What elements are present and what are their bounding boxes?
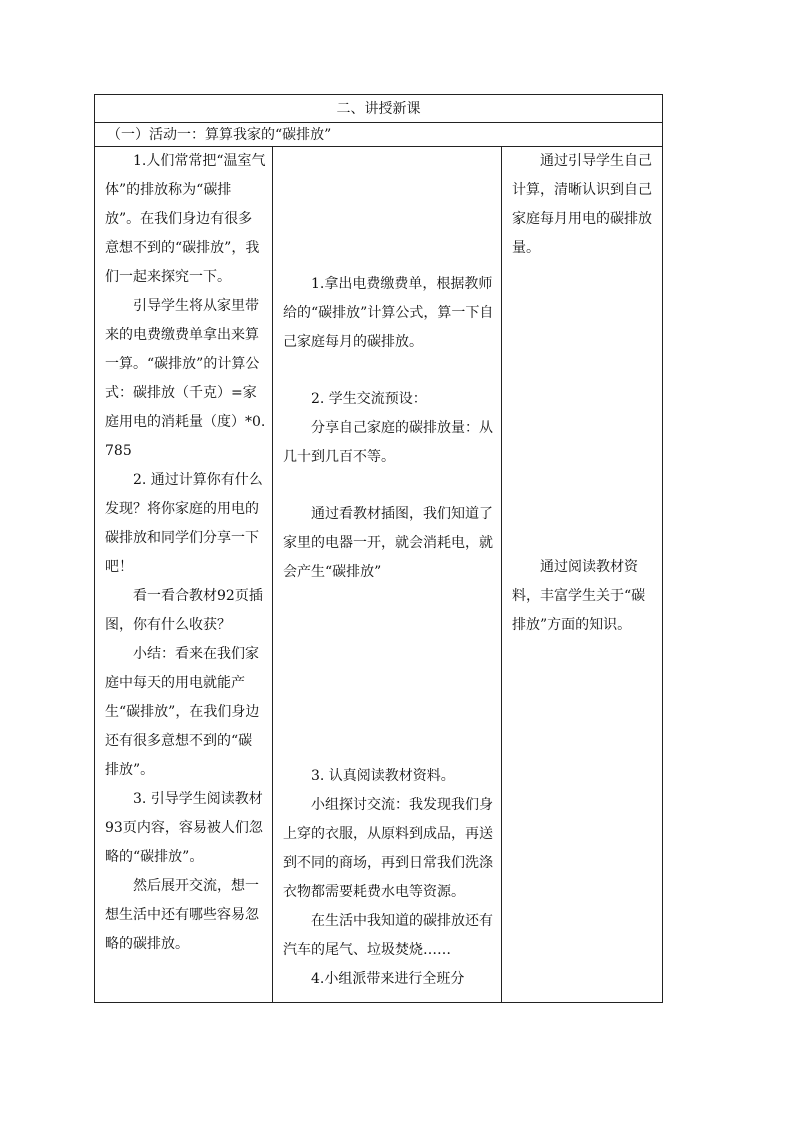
spacer — [283, 587, 499, 762]
teacher-activity-column — [95, 147, 273, 1002]
teacher-paragraph: 然后展开交流，想一想生活中还有哪些容易忽略的碳排放。 — [105, 878, 259, 952]
teacher-paragraph: 小结：看来在我们家庭中每天的用电就能产生“碳排放”，在我们身边还有很多意想不到的“碳排放”。 — [105, 646, 260, 778]
teacher-paragraph: 引导学生将从家里带来的电费缴费单拿出来算一算。“碳排放”的计算公式：碳排放（千克）=家庭用电的消耗量（度）*0.785 — [105, 298, 266, 459]
spacer — [283, 472, 499, 500]
student-activity-column — [273, 147, 502, 1002]
section-title: 二、讲授新课 — [95, 95, 662, 123]
intent-paragraph: 通过阅读教材资料，丰富学生关于“碳排放”方面的知识。 — [512, 559, 646, 633]
student-paragraph: 1.拿出电费缴费单，根据教师给的“碳排放”计算公式，算一下自己家庭每月的碳排放。 — [283, 276, 494, 350]
teacher-paragraph: 1.人们常常把“温室气体”的排放称为“碳排放”。在我们身边有很多意想不到的“碳排放”，我们一起来探究一下。 — [105, 153, 266, 285]
teacher-paragraph: 3. 引导学生阅读教材93页内容，容易被人们忽略的“碳排放”。 — [105, 791, 263, 865]
student-paragraph: 4.小组派带来进行全班分 — [311, 971, 465, 987]
activity-title: （一）活动一：算算我家的“碳排放” — [95, 123, 662, 147]
teacher-paragraph: 2. 通过计算你有什么发现？将你家庭的用电的碳排放和同学们分享一下吧！ — [105, 472, 263, 575]
spacer — [512, 263, 656, 553]
student-paragraph: 2. 学生交流预设： — [311, 391, 427, 407]
student-paragraph: 在生活中我知道的碳排放还有汽车的尾气、垃圾焚烧…… — [283, 913, 493, 958]
design-intent-column — [502, 147, 662, 1002]
spacer — [283, 357, 499, 385]
student-paragraph: 通过看教材插图，我们知道了家里的电器一开，就会消耗电，就会产生“碳排放” — [283, 506, 493, 580]
spacer — [283, 147, 499, 270]
lesson-plan-table — [94, 94, 663, 1003]
teacher-paragraph: 看一看合教材92页插图，你有什么收获？ — [105, 588, 263, 633]
student-paragraph: 小组探讨交流：我发现我们身上穿的衣服，从原料到成品，再送到不同的商场，再到日常我们洗涤衣物都需要耗费水电等资源。 — [283, 797, 493, 900]
intent-paragraph: 通过引导学生自己计算，清晰认识到自己家庭每月用电的碳排放量。 — [512, 153, 652, 256]
student-paragraph: 分享自己家庭的碳排放量：从几十到几百不等。 — [283, 420, 493, 465]
student-paragraph: 3. 认真阅读教材资料。 — [311, 768, 455, 784]
